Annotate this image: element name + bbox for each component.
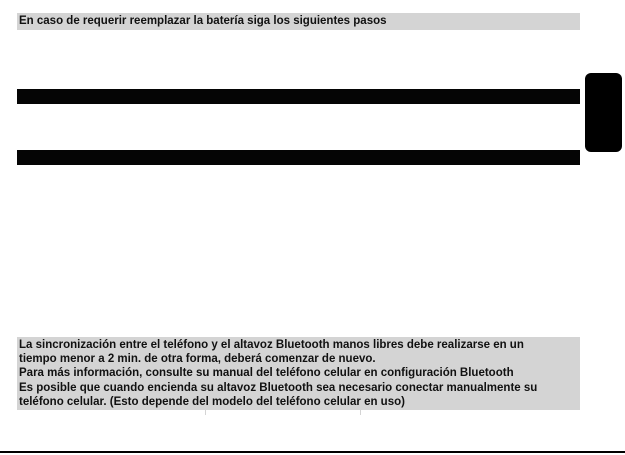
black-divider-bar-bottom bbox=[17, 150, 580, 165]
notes-band bbox=[17, 337, 580, 410]
notes-line-3: Para más información, consulte su manual del teléfono celular en configuración Bluetooth bbox=[19, 367, 514, 380]
notes-paragraph bbox=[19, 338, 579, 409]
tick-mark bbox=[205, 410, 206, 415]
notes-line-5: teléfono celular. (Esto depende del modelo del teléfono celular en uso) bbox=[19, 395, 405, 408]
notes-line-1: La sincronización entre el teléfono y el altavoz Bluetooth manos libres debe realizarse en un bbox=[19, 339, 524, 351]
heading-text: En caso de requerir reemplazar la batería siga los siguientes pasos bbox=[19, 15, 387, 27]
bottom-rule bbox=[0, 451, 625, 453]
black-divider-bar-top bbox=[17, 89, 580, 104]
notes-line-4: Es posible que cuando encienda su altavoz Bluetooth sea necesario conectar manualmente su bbox=[19, 381, 538, 394]
heading-band bbox=[17, 13, 580, 30]
tick-mark bbox=[360, 410, 361, 415]
side-section-tab bbox=[585, 73, 622, 152]
notes-line-2: tiempo menor a 2 min. de otra forma, deberá comenzar de nuevo. bbox=[19, 353, 376, 366]
